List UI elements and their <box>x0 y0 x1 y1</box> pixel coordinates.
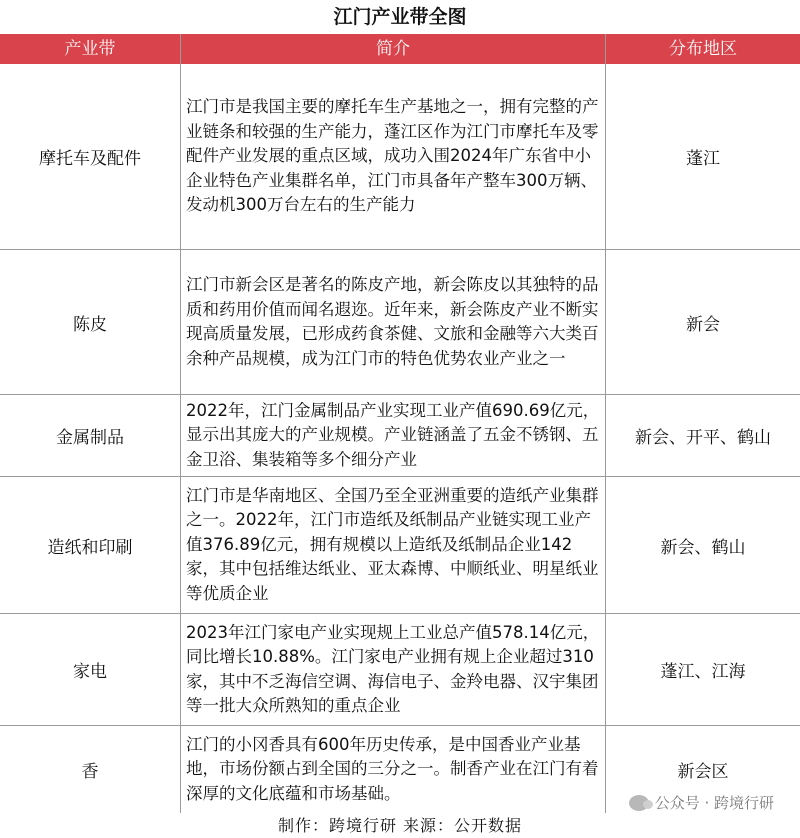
intro-cell: 2023年江门家电产业实现规上工业总产值578.14亿元，同比增长10.88%。江门家电产业拥有规上企业超过310家，其中不乏海信空调、海信电子、金羚电器、汉宇集团等一批大众所熟知的重点企业 <box>186 622 600 715</box>
wechat-icon <box>629 795 649 811</box>
region-cell: 新会区 <box>677 762 729 782</box>
header-intro: 简介 <box>376 39 410 59</box>
table-row <box>0 250 800 395</box>
column-divider <box>605 34 606 813</box>
region-cell: 新会 <box>686 314 720 335</box>
table-row <box>0 395 800 477</box>
table-title: 江门产业带全图 <box>333 6 467 28</box>
industry-table <box>0 64 800 813</box>
industry-cell: 造纸和印刷 <box>47 537 133 558</box>
industry-cell: 陈皮 <box>73 314 107 335</box>
table-row <box>0 477 800 614</box>
intro-cell: 江门市是华南地区、全国乃至全亚洲重要的造纸产业集群之一。2022年，江门市造纸及纸制品产业链实现工业产值376.89亿元，拥有规模以上造纸及纸制品企业142家，其中包括维达纸业、亚太森博、中顺纸业、明星纸业等优质企业 <box>186 485 599 603</box>
region-cell: 新会、开平、鹤山 <box>635 428 771 448</box>
region-cell: 新会、鹤山 <box>660 537 746 558</box>
intro-cell: 2022年，江门金属制品产业实现工业产值690.69亿元，显示出其庞大的产业规模。产业链涵盖了五金不锈钢、五金卫浴、集装箱等多个细分产业 <box>186 400 600 469</box>
column-divider <box>180 34 181 813</box>
industry-cell: 摩托车及配件 <box>39 149 141 169</box>
wechat-watermark <box>629 792 774 813</box>
table-row <box>0 614 800 726</box>
region-cell: 蓬江 <box>686 149 720 169</box>
industry-cell: 香 <box>81 762 99 782</box>
intro-cell: 江门的小冈香具有600年历史传承，是中国香业产业基地，市场份额占到全国的三分之一。制香产业在江门有着深厚的文化底蕴和市场基础。 <box>186 734 599 803</box>
region-cell: 蓬江、江海 <box>660 662 746 682</box>
watermark-text: 公众号 · 跨境行研 <box>654 794 774 812</box>
header-region: 分布地区 <box>669 39 737 59</box>
industry-cell: 金属制品 <box>56 428 124 448</box>
table-row <box>0 64 800 250</box>
intro-cell: 江门市是我国主要的摩托车生产基地之一，拥有完整的产业链条和较强的生产能力，蓬江区作为江门市摩托车及零配件产业发展的重点区域，成功入围2024年广东省中小企业特色产业集群名单，江门市具备年产整车300万辆、发动机300万台左右的生产能力 <box>186 97 599 215</box>
industry-cell: 家电 <box>73 662 107 682</box>
source-footer: 制作：跨境行研 来源：公开数据 <box>277 816 523 835</box>
intro-cell: 江门市新会区是著名的陈皮产地，新会陈皮以其独特的品质和药用价值而闻名遐迩。近年来，新会陈皮产业不断实现高质量发展，已形成药食茶健、文旅和金融等六大类百余种产品规模，成为江门市的特色优势农业产业之一 <box>186 275 599 368</box>
table-header <box>0 34 800 64</box>
header-industry: 产业带 <box>64 39 116 59</box>
